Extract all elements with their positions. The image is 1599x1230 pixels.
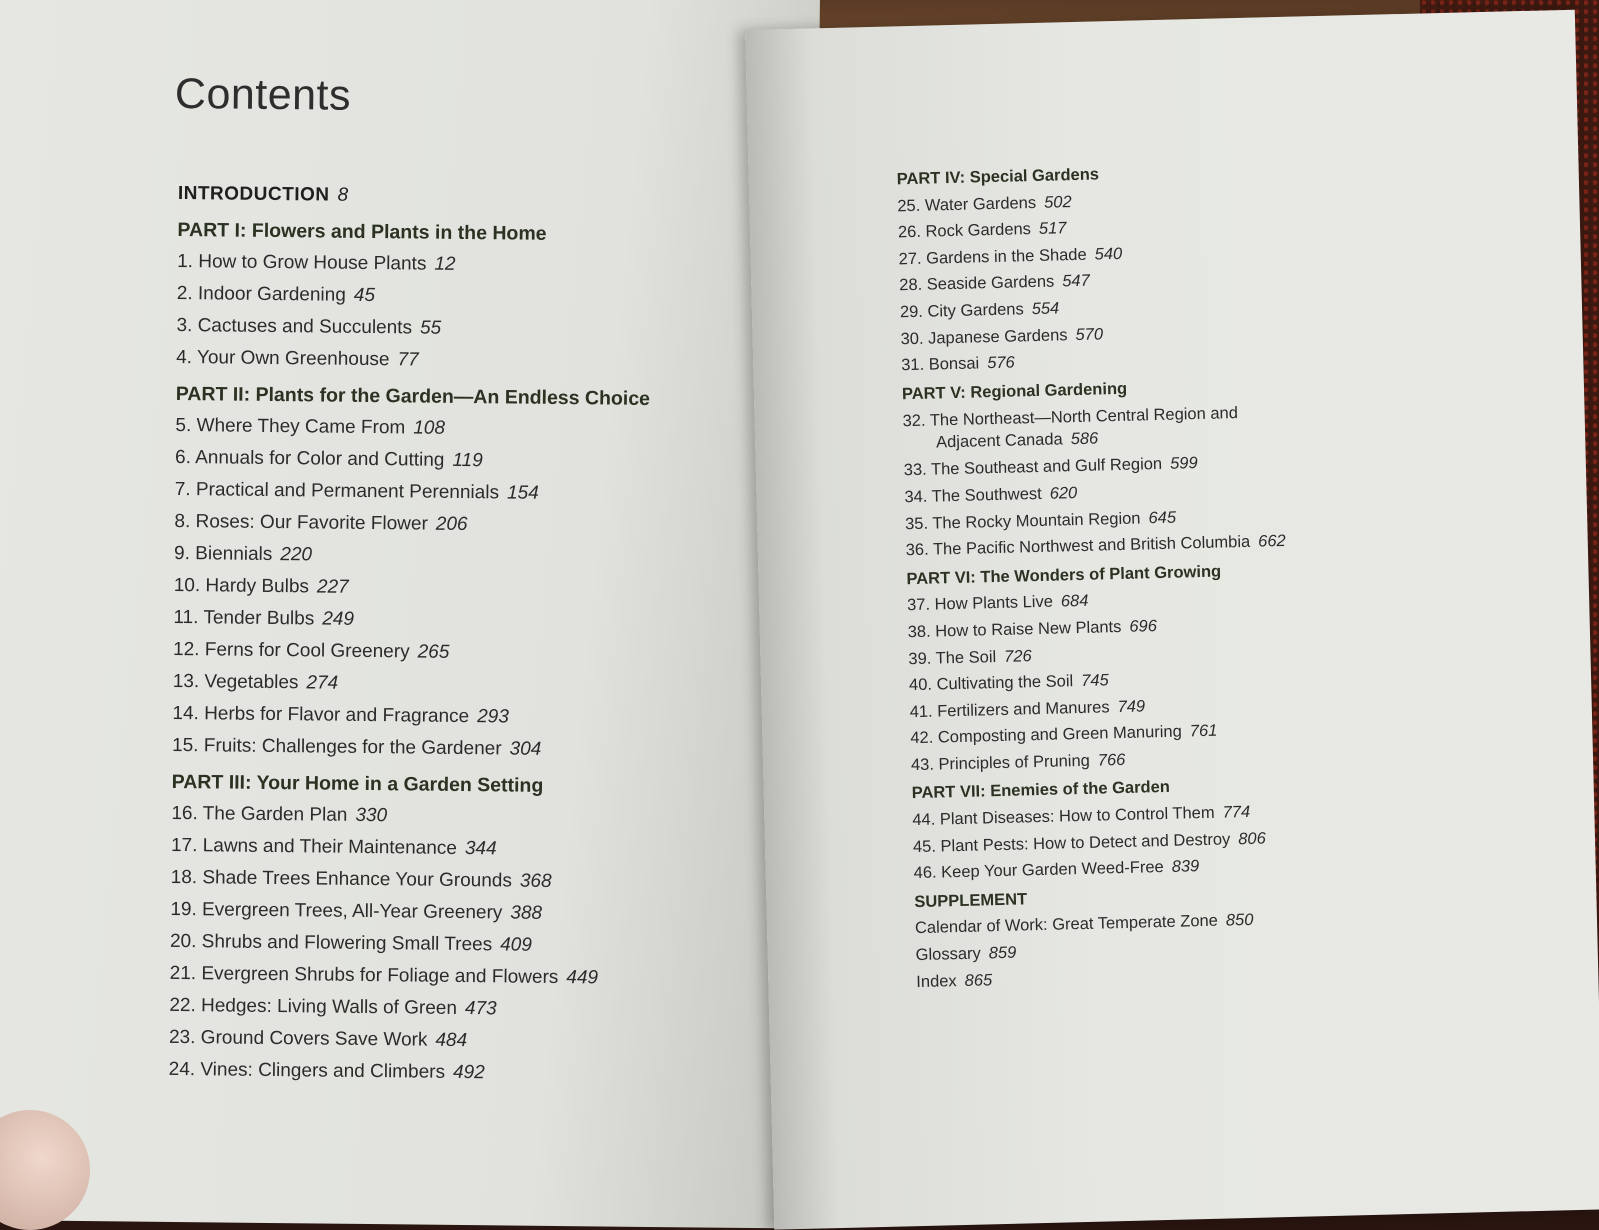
toc-entry-label: 25. Water Gardens [897, 193, 1037, 215]
toc-entry-label: 23. Ground Covers Save Work [168, 1026, 428, 1051]
toc-chapter [175, 474, 650, 511]
toc-chapter [170, 894, 645, 931]
toc-entry-label: 12. Ferns for Cool Greenery [172, 638, 410, 663]
toc-page-number: 517 [1038, 219, 1067, 239]
toc-entry-label: 2. Indoor Gardening [176, 282, 346, 306]
toc-entry-label: 10. Hardy Bulbs [173, 574, 310, 598]
toc-entry-label: 38. How to Raise New Plants [907, 617, 1122, 642]
toc-entry-label: 40. Cultivating the Soil [908, 672, 1074, 695]
toc-chapter [174, 570, 649, 607]
toc-entry-label: PART II: Plants for the Garden—An Endless Choice [175, 382, 651, 410]
toc-entry-label: 31. Bonsai [901, 354, 980, 375]
toc-entry-label: 35. The Rocky Mountain Region [904, 509, 1141, 533]
toc-entry-continuation: Adjacent Canada 586 [935, 429, 1099, 452]
toc-page-number: 484 [435, 1029, 468, 1052]
toc-entry-label: 13. Vegetables [172, 670, 299, 694]
toc-page-number: 502 [1043, 192, 1072, 212]
toc-entry-label: 39. The Soil [908, 647, 997, 668]
toc-page-number: 108 [413, 417, 446, 439]
toc-page-number: 586 [1070, 429, 1099, 449]
toc-page-number: 330 [355, 804, 388, 827]
toc-page-number: 206 [435, 513, 468, 536]
toc-page-number: 12 [434, 253, 456, 275]
toc-chapter [169, 1022, 644, 1059]
toc-page-number: 806 [1238, 829, 1266, 848]
toc-page-number: 696 [1129, 617, 1158, 636]
toc-entry-label: 41. Fertilizers and Manures [909, 697, 1110, 721]
toc-chapter [169, 990, 644, 1027]
toc-entry-label: PART VI: The Wonders of Plant Growing [906, 562, 1222, 588]
toc-page-number: 492 [452, 1061, 485, 1084]
toc-page-number: 409 [500, 934, 532, 956]
toc-page-number: 77 [397, 349, 419, 371]
page-title: Contents [174, 69, 352, 120]
toc-page-number: 749 [1117, 697, 1146, 716]
toc-entry-label: 16. The Garden Plan [171, 802, 348, 826]
toc-entry-label: 36. The Pacific Northwest and British Columbia [905, 532, 1251, 560]
toc-chapter [170, 958, 645, 995]
toc-page-number: 265 [417, 641, 450, 663]
toc-entry-label: 18. Shade Trees Enhance Your Grounds [170, 866, 513, 892]
toc-entry-label: 37. How Plants Live [906, 592, 1054, 615]
toc-chapter [174, 506, 649, 543]
toc-entry-label: PART IV: Special Gardens [896, 165, 1100, 189]
toc-part-heading [176, 378, 651, 415]
toc-page-number: 368 [519, 870, 552, 892]
toc-entry-label: 5. Where They Came From [175, 414, 406, 439]
toc-page-number: 620 [1049, 483, 1078, 503]
toc-page-number: 576 [986, 353, 1015, 373]
toc-chapter [177, 246, 652, 283]
toc-part-heading [172, 766, 647, 803]
toc-entry-label: 15. Fruits: Challenges for the Gardener [171, 734, 502, 760]
toc-entry-label: 42. Composting and Green Manuring [910, 722, 1182, 748]
toc-page-number: 293 [477, 706, 509, 728]
toc-chapter [173, 666, 648, 703]
toc-page-number: 249 [322, 608, 355, 630]
toc-list-right [896, 155, 1296, 995]
toc-list-left [169, 178, 653, 1091]
toc-entry-label: 8. Roses: Our Favorite Flower [174, 510, 428, 535]
toc-page-number: 220 [280, 544, 313, 566]
toc-page-number: 449 [566, 967, 599, 989]
toc-entry-label: 34. The Southwest [904, 484, 1042, 507]
toc-entry-label: PART III: Your Home in a Garden Setting [171, 770, 544, 797]
toc-page-number: 274 [306, 672, 339, 694]
toc-entry-label: 14. Herbs for Flavor and Fragrance [172, 702, 470, 728]
toc-chapter [171, 798, 646, 835]
toc-entry-label: PART VII: Enemies of the Garden [911, 778, 1171, 803]
toc-introduction [178, 178, 653, 215]
toc-chapter [177, 278, 652, 315]
toc-page-number: 540 [1094, 244, 1123, 264]
toc-entry-label: 17. Lawns and Their Maintenance [170, 834, 458, 859]
right-page [745, 10, 1599, 1230]
toc-page-number: 859 [988, 943, 1017, 963]
toc-entry-label: 7. Practical and Permanent Perennials [174, 478, 500, 504]
toc-entry-label: 26. Rock Gardens [897, 220, 1032, 242]
toc-chapter [173, 602, 648, 639]
toc-entry-label: 43. Principles of Pruning [910, 751, 1091, 775]
toc-entry-label: 11. Tender Bulbs [173, 606, 315, 630]
toc-chapter [173, 634, 648, 671]
toc-page-number: 599 [1169, 454, 1198, 474]
toc-chapter [176, 310, 651, 347]
toc-chapter [176, 342, 651, 379]
toc-chapter [171, 830, 646, 867]
toc-page-number: 304 [509, 738, 542, 760]
toc-page-number: 645 [1148, 508, 1177, 527]
toc-entry-label: 6. Annuals for Color and Cutting [175, 446, 445, 471]
toc-page-number: 388 [510, 902, 543, 924]
toc-page-number: 865 [964, 970, 993, 990]
toc-entry-label: Calendar of Work: Great Temperate Zone [914, 912, 1219, 938]
toc-entry-label: 19. Evergreen Trees, All-Year Greenery [170, 898, 503, 924]
toc-entry-label: 45. Plant Pests: How to Detect and Destroy [912, 830, 1231, 856]
toc-chapter [174, 538, 649, 575]
toc-entry-label: 44. Plant Diseases: How to Control Them [912, 803, 1215, 830]
toc-page-number: 8 [337, 184, 349, 206]
toc-chapter [175, 410, 650, 447]
toc-page-number: 839 [1171, 857, 1200, 877]
toc-page-number: 344 [464, 838, 497, 860]
toc-page-number: 45 [353, 284, 376, 307]
toc-entry-label: 1. How to Grow House Plants [177, 250, 427, 275]
toc-entry-label: 21. Evergreen Shrubs for Foliage and Flowers [169, 962, 559, 989]
toc-entry-label: 30. Japanese Gardens [900, 325, 1068, 348]
toc-page-number: 554 [1031, 299, 1060, 319]
toc-chapter [171, 862, 646, 899]
toc-entry-label: 22. Hedges: Living Walls of Green [169, 994, 458, 1019]
toc-entry-label: 29. City Gardens [899, 300, 1024, 322]
toc-page-number: 745 [1080, 671, 1109, 691]
toc-page-number: 684 [1060, 592, 1089, 611]
toc-part-heading [177, 214, 652, 251]
toc-chapter [175, 442, 650, 479]
toc-chapter [170, 926, 645, 963]
toc-entry-label: PART I: Flowers and Plants in the Home [177, 218, 547, 245]
toc-entry-label: 3. Cactuses and Succulents [176, 314, 413, 339]
toc-page-number: 761 [1189, 721, 1218, 741]
toc-entry-label: Index [916, 971, 957, 991]
toc-chapter [172, 698, 647, 735]
toc-entry-label: SUPPLEMENT [914, 890, 1028, 911]
toc-page-number: 227 [316, 576, 349, 598]
toc-entry-label: 32. The Northeast—North Central Region and [902, 404, 1239, 431]
toc-entry-label: 24. Vines: Clingers and Climbers [168, 1058, 446, 1083]
toc-chapter [172, 730, 647, 767]
toc-page-number: 662 [1257, 532, 1286, 551]
toc-page-number: 119 [452, 449, 483, 472]
toc-page-number: 473 [464, 998, 497, 1020]
toc-page-number: 774 [1222, 802, 1251, 822]
toc-entry-label: 33. The Southeast and Gulf Region [903, 455, 1163, 480]
toc-entry-label: 9. Biennials [173, 542, 273, 565]
toc-page-number: 850 [1225, 911, 1254, 930]
toc-page-number: 547 [1062, 272, 1091, 291]
toc-entry-label: 46. Keep Your Garden Weed-Free [913, 858, 1164, 883]
toc-entry-label: PART V: Regional Gardening [901, 379, 1128, 404]
toc-entry-label: Glossary [915, 944, 981, 965]
toc-page-number: 55 [419, 317, 442, 339]
toc-entry-label: INTRODUCTION [177, 182, 330, 206]
toc-entry-label: 27. Gardens in the Shade [898, 245, 1087, 269]
toc-page-number: 154 [506, 482, 539, 504]
toc-page-number: 570 [1075, 324, 1104, 344]
toc-entry-label: 28. Seaside Gardens [899, 272, 1055, 295]
toc-chapter [169, 1054, 644, 1091]
toc-entry-label: 4. Your Own Greenhouse [176, 346, 390, 371]
toc-page-number: 726 [1003, 646, 1032, 666]
toc-page-number: 766 [1097, 750, 1126, 770]
toc-entry-label: 20. Shrubs and Flowering Small Trees [169, 930, 493, 956]
